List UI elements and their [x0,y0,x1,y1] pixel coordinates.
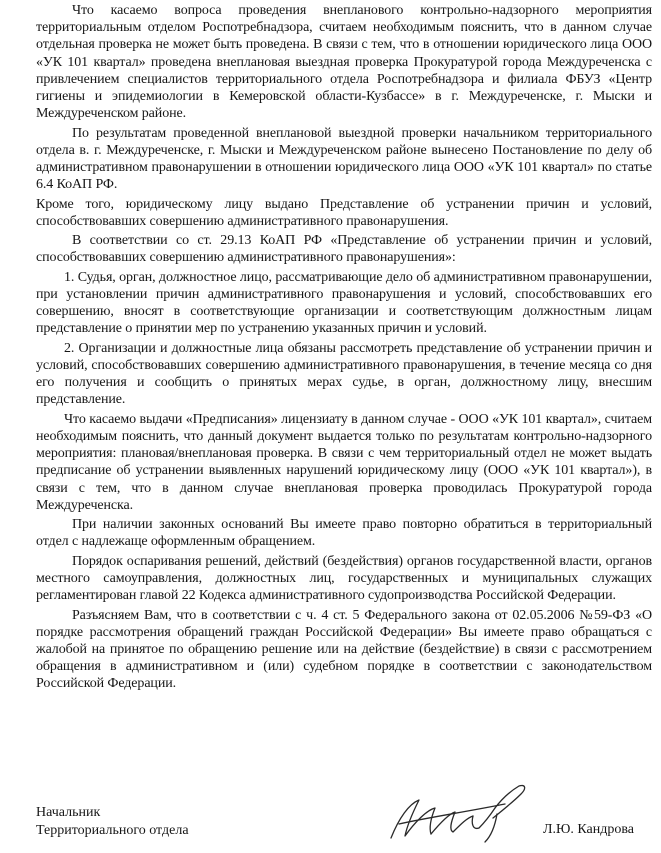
paragraph-procedure: Порядок оспаривания решений, действий (бездействия) органов государственной власти, органов местного самоуправления, должностных лиц, государственных и муниципальных служащих регламентирован главой 22 Кодекса административного судопроизводства Российской Федерации. [36,553,652,604]
signatory-position [36,804,189,839]
handwritten-signature [385,778,535,844]
paragraph-clause-1: 1. Судья, орган, должностное лицо, рассматривающие дело об административном правонарушении, при установлении причин административного правонарушения и условий, способствовавших его совершению, вносят в соответствующие организации и соответствующим должностным лицам представление о принятии мер по устранению указанных причин и условий. [36,269,652,337]
signatory-name: Л.Ю. Кандрова [543,822,635,837]
paragraph-prescription: Что касаемо выдачи «Предписания» лицензиату в данном случае - ООО «УК 101 квартал», считаем необходимым пояснить, что данный документ выдается только по результатам контрольно-надзорного мероприятия: плановая/внеплановая проверка. В связи с чем территориальный отдел не может выдать предписание об устранении выявленных нарушений юридическому лицу (ООО «УК 101 квартал»), в связи с тем, что в данном случае внеплановая проверка проводилась Прокуратурой города Междуреченска. [36,411,652,513]
letter-body [36,2,652,695]
position-department: Территориального отдела [36,822,189,838]
paragraph-article: В соответствии со ст. 29.13 КоАП РФ «Представление об устранении причин и условий, способствовавших совершению административного правонарушения»: [36,233,652,266]
paragraph-clause-2: 2. Организации и должностные лица обязаны рассмотреть представление об устранении причин и условий, способствовавших совершению административного правонарушения, в течение месяца со дня его получения и сообщить о принятых мерах судье, в орган, должностному лицу, внесшим представление. [36,340,652,408]
paragraph-results: По результатам проведенной внеплановой выездной проверки начальником территориального отдела в. г. Междуреченске, г. Мыски и Междуреченском районе вынесено Постановление по делу об административном правонарушении в отношении юридического лица ООО «УК 101 квартал» по статье 6.4 КоАП РФ. [36,125,652,193]
paragraph-representation: Кроме того, юридическому лицу выдано Представление об устранении причин и условий, способствовавших совершению административного правонарушения. [36,196,652,229]
paragraph-inspection: Что касаемо вопроса проведения внепланового контрольно-надзорного мероприятия территориальным отделом Роспотребнадзора, считаем необходимым пояснить, что в данном случае отдельная проверка не может быть проведена. В связи с тем, что в отношении юридического лица ООО «УК 101 квартал» проведена внеплановая выездная проверка Прокуратурой города Междуреченска с привлечением специалистов территориального отдела Роспотребнадзора и филиала ФБУЗ «Центр гигиены и эпидемиологии в Кемеровской области-Кузбассе» в г. Междуреченске, г. Мыски и Междуреченском районе. [36,3,652,122]
paragraph-right-to-appeal: При наличии законных оснований Вы имеете право повторно обратиться в территориальный отдел с надлежаще оформленным обращением. [36,517,652,550]
position-title: Начальник [36,805,101,820]
paragraph-clarification: Разъясняем Вам, что в соответствии с ч. 4 ст. 5 Федерального закона от 02.05.2006 №59-ФЗ «О порядке рассмотрения обращений граждан Российской Федерации» Вы имеете право обращаться с жалобой на принятое по обращению решение или на действие (бездействие) в связи с рассмотрением обращения в административном и (или) судебном порядке в соответствии с законодательством Российской Федерации. [36,607,652,692]
